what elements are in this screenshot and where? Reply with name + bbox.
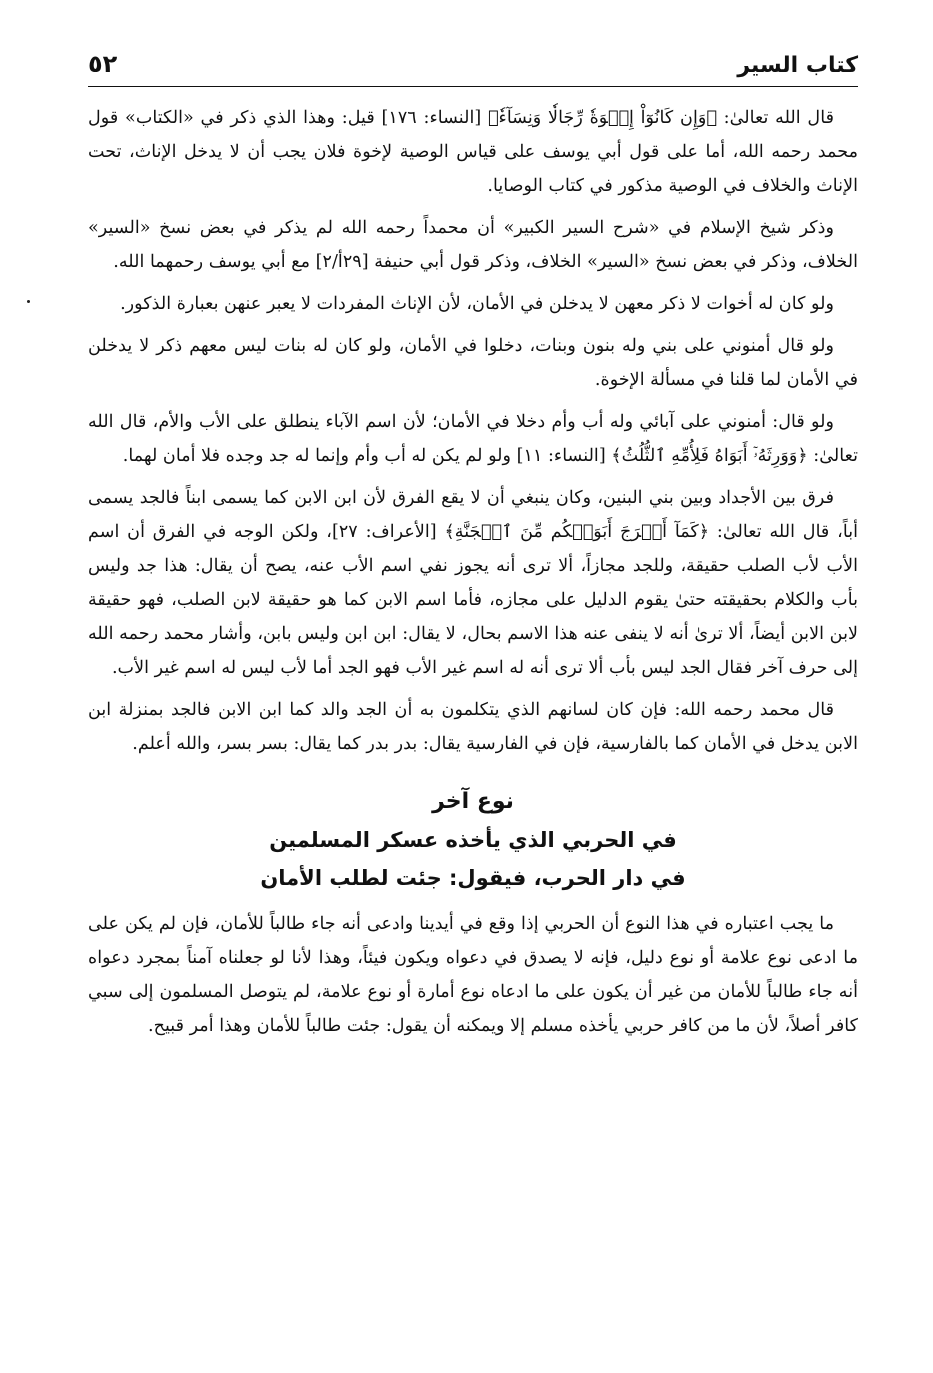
section-heading-line: نوع آخر <box>432 789 514 814</box>
running-title: كتاب السير <box>737 53 858 78</box>
page-header <box>88 38 858 78</box>
paragraph: قال الله تعالىٰ: ﴿وَإِن كَانُوٓاْ إِخۡوَةٗ رِّجَالٗا وَنِسَآءٗ﴾ [النساء: ١٧٦] قيل: وهذا الذي ذكر في «الكتاب» قول محمد رحمه الله، أما على قول أبي يوسف على قياس الوصية لإخوة فلان يجب أن لا يدخل الإناث، تحت الإناث والخلاف في الوصية مذكور في كتاب الوصايا. <box>88 108 858 196</box>
paragraph: فرق بين الأجداد وبين بني البنين، وكان ينبغي أن لا يقع الفرق لأن ابن الابن كما يسمى ابناً فالجد يسمى أباً، قال الله تعالىٰ: ﴿كَمَآ أَخۡرَجَ أَبَوَيۡكُم مِّنَ ٱلۡجَنَّةِ﴾ [الأعراف: ٢٧]، ولكن الوجه في الفرق أن اسم الأب لأب الصلب حقيقة، وللجد مجازاً، ألا ترى أنه يجوز نفي اسم الأب عنه، يصح أن يقال: هذا جد وليس بأب والكلام بحقيقته حتىٰ يقوم الدليل على مجازه، فأما اسم الابن كما هو حقيقة لابن الصلب، فهو حقيقة لابن الابن أيضاً، ألا ترىٰ أنه لا ينفى عنه هذا الاسم بحال، لا يقال: ابن ابن وليس بابن، وأشار محمد رحمه الله إلى حرف آخر فقال الجد ليس بأب ألا ترى أنه له اسم غير الأب فهو الجد أما لأب ليس له اسم غير الأب. <box>88 488 858 678</box>
section-heading-line: في الحربي الذي يأخذه عسكر المسلمين <box>269 828 677 852</box>
page-number: ٥٢ <box>88 50 118 78</box>
paragraph: ما يجب اعتباره في هذا النوع أن الحربي إذا وقع في أيدينا وادعى أنه جاء طالباً للأمان، فإن لم يكن على ما ادعى نوع علامة أو نوع دليل، فإنه لا يصدق في دعواه ويكون فيئاً، وهذا لأنا لو جعلناه آمناً بمجرد دعواه أنه جاء طالباً للأمان من غير أن يكون على ما ادعاه نوع أمارة أو نوع علامة، لم يتوصل المسلمون إلى سبي كافر أصلاً، لأن ما من كافر حربي يأخذه مسلم إلا ويمكنه أن يقول: جئت طالباً للأمان وهذا أمر قبيح. <box>88 914 858 1036</box>
section-heading <box>88 783 858 897</box>
paragraph: ولو قال أمنوني على بني وله بنون وبنات، دخلوا في الأمان، ولو كان له بنات ليس معهم ذكر لا يدخلن في الأمان لما قلنا في مسألة الإخوة. <box>88 336 858 390</box>
section-heading-line: في دار الحرب، فيقول: جئت لطلب الأمان <box>260 866 686 890</box>
paragraph: قال محمد رحمه الله: فإن كان لسانهم الذي يتكلمون به أن الجد والد كما ابن الابن فالجد بمنزلة ابن الابن يدخل في الأمان كما بالفارسية، فإن في الفارسية يقال: بدر بدر كما يقال: بسر بسر، والله أعلم. <box>88 700 858 754</box>
book-page <box>88 38 858 1051</box>
header-rule <box>88 86 858 87</box>
paragraph: ولو قال: أمنوني على آبائي وله أب وأم دخلا في الأمان؛ لأن اسم الآباء ينطلق على الأب والأم، قال الله تعالىٰ: ﴿وَوَرِثَهُۥٓ أَبَوَاهُ فَلِأُمِّهِ ٱلثُّلُثُ﴾ [النساء: ١١] ولو لم يكن له أب وأم وإنما له جد وجده فلا أمان لهما. <box>88 412 858 466</box>
body-text <box>88 101 858 761</box>
margin-speck <box>27 300 30 303</box>
paragraph: وذكر شيخ الإسلام في «شرح السير الكبير» أن محمداً رحمه الله لم يذكر في بعض نسخ «السير» الخلاف، وذكر في بعض نسخ «السير» الخلاف، وذكر قول أبي حنيفة [٢٩أ/٢] مع أبي يوسف رحمهما الله. <box>88 218 858 272</box>
paragraph: ولو كان له أخوات لا ذكر معهن لا يدخلن في الأمان، لأن الإناث المفردات لا يعبر عنهن بعبارة الذكور. <box>120 294 834 314</box>
section-body-text <box>88 907 858 1043</box>
